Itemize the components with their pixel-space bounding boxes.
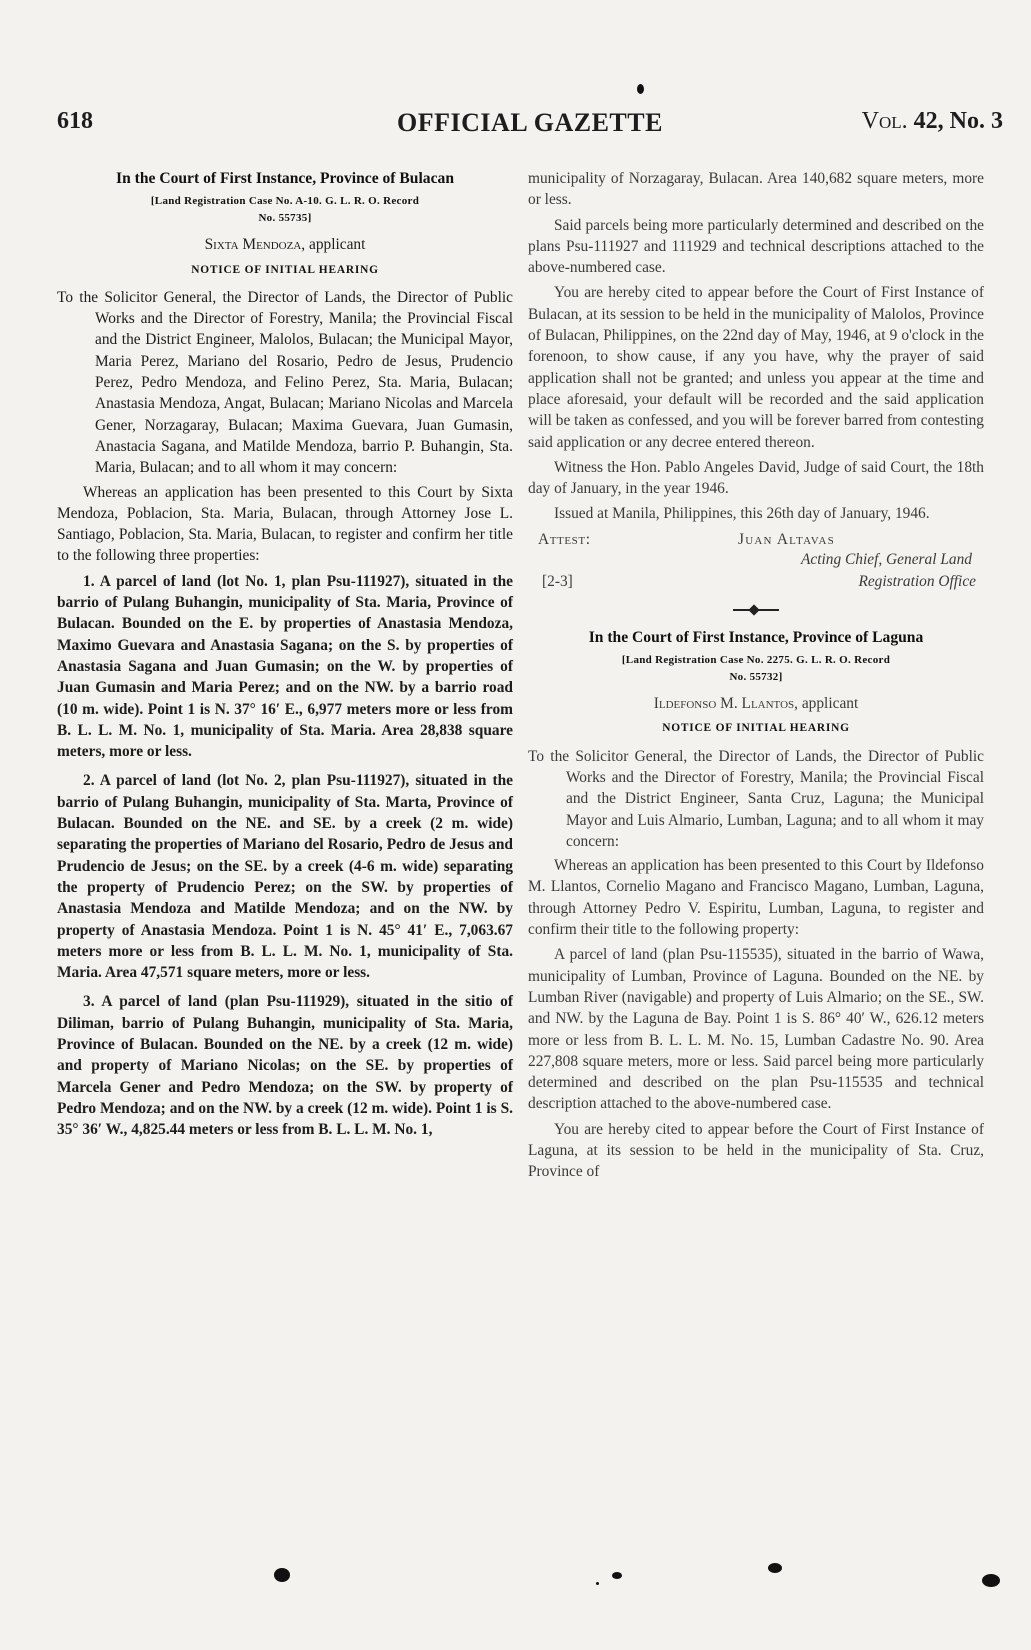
ink-blot-icon (768, 1563, 782, 1573)
volume-label: Vol. (861, 108, 908, 134)
attest-title-line-2: Registration Office (858, 572, 976, 590)
parcel-laguna-paragraph: A parcel of land (plan Psu-115535), situated in the barrio of Wawa, municipality of Lumban, Province of Laguna. Bounded on the NE. by Lumban River (navigable) and property of Luis Almario; on the SE., SW. and NW. by the Laguna de Bay. Point 1 is S. 86° 40′ W., 626.12 meters more or less from B. L. L. M. No. 15, Lumban Cadastre No. 90. Area 227,808 square meters, more or less. Said parcel being more particularly determined and described on the plan Psu-115535 and technical description attached to the above-numbered case. (528, 946, 984, 1113)
attest-title-line-1: Acting Chief, General Land (801, 550, 972, 568)
parcel-2-paragraph: 2. A parcel of land (lot No. 2, plan Psu-111927), situated in the barrio of Pulang Buhangin, municipality of Sta. Marta, Province of Bulacan. Bounded on the NE. and SE. by a creek (2 m. wide) separating the properties of Mariano del Rosario, Pedro de Jesus and Prudencio de Jesus; on the SE. by a creek (4-6 m. wide) separating the property of Prudencio Perez; on the SW. by properties of Anastasia Mendoza and Matilde Mendoza; and on the NW. by property of Anastasia Mendoza. Point 1 is N. 45° 41′ E., 7,063.67 meters more or less from B. L. L. M. No. 1, municipality of Sta. Maria. Area 47,571 square meters, more or less. (57, 772, 513, 982)
case-reference-2 (528, 652, 984, 686)
ink-blot-icon (612, 1572, 622, 1579)
page-header (57, 108, 1003, 148)
attest-name: Juan Altavas (738, 530, 835, 548)
left-column (57, 168, 513, 1148)
ink-blot-icon (982, 1574, 1000, 1587)
witness-paragraph: Witness the Hon. Pablo Angeles David, Judge of said Court, the 18th day of January, in the year 1946. (528, 458, 984, 498)
page-number: 618 (57, 108, 93, 134)
parcel-1-paragraph: 1. A parcel of land (lot No. 1, plan Psu-111927), situated in the barrio of Pulang Buhangin, municipality of Sta. Maria, Province of Bulacan. Bounded on the E. by properties of Anastasia Mendoza, Maximo Guevara and Anastasia Sagana; on the S. by properties of Anastasia Sagana and Juan Gumasin; on the W. by properties of Juan Gumasin and Maria Perez; and on the NW. by a barrio road (10 m. wide). Point 1 is N. 37° 16′ E., 6,977 meters more or less from B. L. L. M. No. 1, municipality of Sta. Maria. Area 28,838 square meters, more or less. (57, 572, 513, 761)
citation-paragraph-2: You are hereby cited to appear before the Court of First Instance of Laguna, at its session to be held in the municipality of Sta. Cruz, Province of (528, 1120, 984, 1181)
applicant-line (57, 234, 513, 255)
addressees-paragraph-2: To the Solicitor General, the Director of Lands, the Director of Public Works and the Director of Forestry, Manila; the Provincial Fiscal and the District Engineer, Santa Cruz, Laguna; the Municipal Mayor and Luis Almario, Lumban, Laguna; and to all whom it may concern: (528, 747, 984, 850)
case2-line-1: [Land Registration Case No. 2275. G. L. R. O. Record (621, 654, 891, 667)
notice-heading: NOTICE OF INITIAL HEARING (191, 263, 379, 276)
section-divider-icon (733, 609, 779, 611)
whereas-paragraph-2: Whereas an application has been presented to this Court by Ildefonso M. Llantos, Cornelio Magano and Francisco Magano, Lumban, Laguna, through Attorney Pedro V. Espiritu, Lumban, Laguna, to register and confirm their title to the following property: (528, 857, 984, 939)
continuation-paragraph: municipality of Norzagaray, Bulacan. Area 140,682 square meters, more or less. (528, 170, 984, 209)
case-line-1: [Land Registration Case No. A-10. G. L. R. O. Record (150, 195, 420, 208)
ink-blot-icon (596, 1582, 599, 1585)
parcel-3-paragraph: 3. A parcel of land (plan Psu-111929), situated in the sitio of Diliman, barrio of Pulang Buhangin, municipality of Sta. Maria, Province of Bulacan. Bounded on the NE. by a creek (12 m. wide) and property of Mariano Nicolas; on the SE. by properties of Marcela Gener and Pedro Mendoza; on the SW. by property of Pedro Mendoza; and on the NW. by a creek (12 m. wide). Point 1 is S. 35° 36′ W., 4,825.44 meters or less from B. L. L. M. No. 1, (57, 993, 513, 1139)
case-line-2: No. 55735] (258, 212, 312, 225)
court-heading-2: In the Court of First Instance, Province of Laguna (588, 628, 924, 646)
volume-number (862, 108, 1003, 135)
publication-title: OFFICIAL GAZETTE (397, 108, 663, 137)
addressees-paragraph: To the Solicitor General, the Director of Lands, the Director of Public Works and the Director of Forestry, Manila; the Provincial Fiscal and the District Engineer, Malolos, Bulacan; the Municipal Mayor, Maria Perez, Mariano del Rosario, Pedro de Jesus, Prudencio Perez, Pedro Mendoza, and Felino Perez, Sta. Maria, Bulacan; Anastasia Mendoza, Angat, Bulacan; Mariano Nicolas and Marcela Gener, Norzagaray, Bulacan; Maxima Guevara, Juan Gumasin, Anastacia Sagana, and Matilde Mendoza, barrio P. Buhangin, Sta. Maria, Bulacan; and to all whom it may concern: (57, 288, 513, 477)
said-parcels-paragraph: Said parcels being more particularly determined and described on the plans Psu-111927 and 111929 and technical descriptions attached to the above-numbered case. (528, 216, 984, 277)
applicant2-name: Ildefonso M. Llantos (653, 695, 795, 713)
citation-paragraph: You are hereby cited to appear before the Court of First Instance of Bulacan, at its session to be held in the municipality of Malolos, Province of Bulacan, Philippines, on the 22nd day of May, 1946, at 9 o'clock in the forenoon, to show cause, if any you have, why the prayer of said application shall not be granted; and unless you appear at the time and place aforesaid, your default will be recorded and the said application will be taken as confessed, and you will be forever barred from contesting said application or any decree entered thereon. (528, 284, 985, 451)
ink-blot-icon (274, 1568, 290, 1582)
issue-reference: [2-3] (542, 572, 573, 590)
case-reference (57, 193, 513, 227)
applicant-suffix: , applicant (301, 236, 366, 254)
applicant-line-2 (528, 693, 984, 714)
right-column (528, 168, 984, 1187)
applicant-name: Sixta Mendoza (204, 236, 302, 254)
court-heading: In the Court of First Instance, Province of Bulacan (116, 170, 454, 187)
ink-speck-icon (637, 84, 644, 94)
attestation-block (528, 529, 984, 595)
applicant2-suffix: , applicant (794, 695, 859, 713)
issued-paragraph: Issued at Manila, Philippines, this 26th day of January, 1946. (554, 505, 930, 523)
whereas-paragraph: Whereas an application has been presented to this Court by Sixta Mendoza, Poblacion, Sta. Maria, Bulacan, through Attorney Jose L. Santiago, Poblacion, Sta. Maria, Bulacan, to register and confirm her title to the following three properties: (57, 483, 513, 565)
volume-rest: 42, No. 3 (913, 108, 1003, 134)
attest-label: Attest: (538, 530, 591, 548)
notice-heading-2: NOTICE OF INITIAL HEARING (662, 722, 850, 735)
case2-line-2: No. 55732] (729, 671, 783, 684)
